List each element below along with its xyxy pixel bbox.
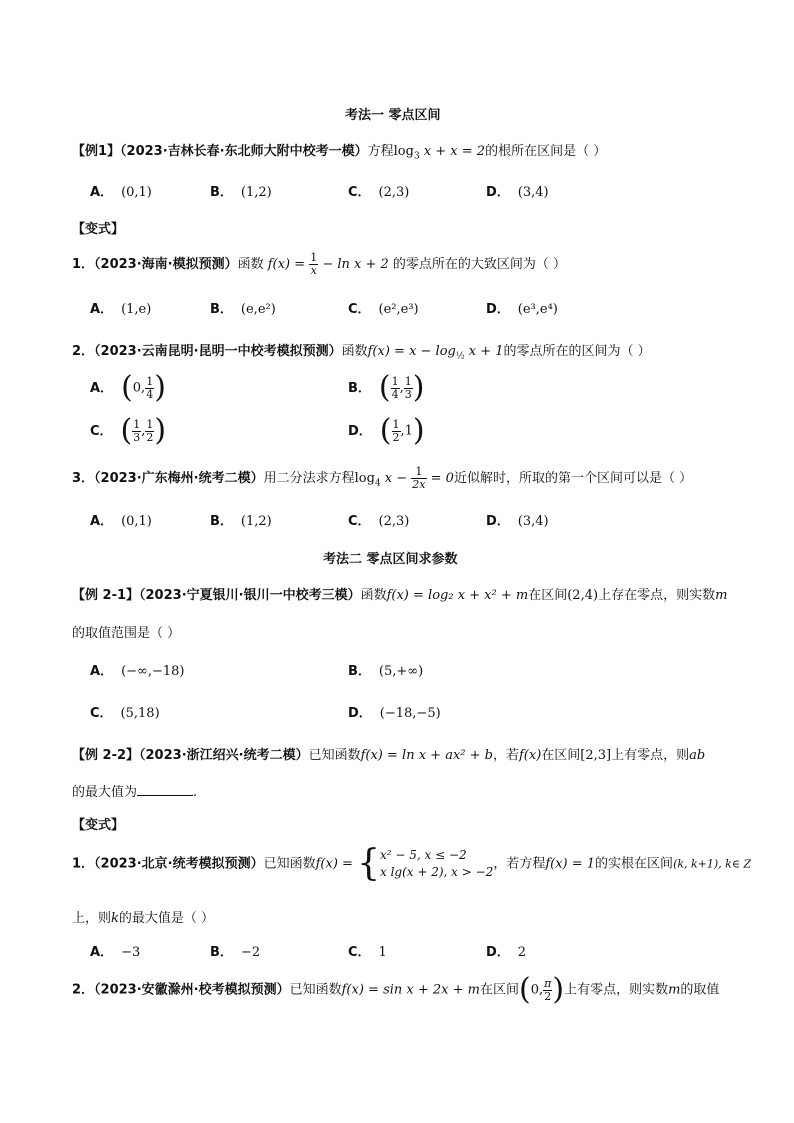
stem-text: 方程 [367,144,394,159]
stem-text: 的零点所在的大致区间为（ ） [388,257,567,272]
option-value: 2 [517,945,527,960]
option-value: (e²,e³) [378,302,419,317]
math-expression: f(x) = x − log [367,344,456,359]
stem-text: ，若 [492,748,519,763]
section-title-1: 考法一 零点区间 [345,108,441,123]
variant-heading: 【变式】 [72,818,125,833]
stem-text: 近似解时，所取的第一个区间可以是（ ） [453,471,693,486]
option-value: (e³,e⁴) [517,302,558,317]
option-label: D． [348,706,372,721]
option-label: B． [210,514,233,529]
stem-text: 的实根在区间 [595,856,674,872]
math-expression: f(x) = ln x + ax² + b [360,748,493,763]
question-source: （2023·宁夏银川·银川一中校考三模） [139,588,361,603]
option-label: C． [348,945,371,960]
option-label: D． [486,514,510,529]
math-expression: x + 1 [464,344,504,359]
option-value: (0,1) [121,185,152,200]
option-c[interactable] [348,510,409,529]
option-value: (1,2) [240,185,272,200]
option-d[interactable]: D． ( $\frac{1}{2}$ ,1) [348,413,425,448]
stem-text: 的取值 [680,982,720,998]
option-b[interactable]: B． ( $\frac{1}{4}$ , $\frac{1}{3}$ ) [348,370,425,405]
stem-text: 用二分法求方程 [263,471,355,486]
stem-text: 上有零点，则实数 [564,982,669,998]
example-tag: 【例1】 [72,144,121,159]
math-variable: m [668,982,681,998]
question-source: （2023·北京·统考模拟预测） [94,856,264,872]
stem-text: 已知函数 [263,856,316,872]
fraction: $\frac{1}{x}$ [310,251,318,277]
stem-text: 上有零点，则 [611,748,690,763]
math-interval: (2,4) [567,588,599,603]
option-label: B． [348,664,371,679]
option-value: (5,18) [120,706,160,721]
question-5-stem: 2．（2023·安徽滁州·校考模拟预测）已知函数f(x) = sin x + 2x + m在区间(0, $\frac{\pi}{2}$ )上有零点，则实数m的取值 [72,972,720,1007]
option-a[interactable] [90,510,152,529]
stem-text: 在区间 [541,748,581,763]
option-label: C． [348,302,371,317]
option-label: A． [90,380,114,396]
stem-text: 上存在零点，则实数 [598,588,716,603]
option-a[interactable] [90,181,152,200]
stem-text: 函数 [360,588,387,603]
option-value: −2 [240,945,261,960]
option-label: D． [486,302,510,317]
option-label: D． [348,423,372,439]
question-4-stem: 1．（2023·北京·统考模拟预测）已知函数f(x) = { x² − 5, x ≤ −2 x lg(x + 2), x > −2 ，若方程f(x) = 1的实根在区间(k, k+1), k∈ Z [72,843,752,884]
stem-text: 的零点所在的区间为（ ） [503,344,651,359]
question-1-stem [72,252,566,277]
math-interval: (k, k+1), k∈ Z [673,857,752,871]
stem-text: 已知函数 [308,748,361,763]
option-label: C． [348,185,371,200]
option-d[interactable] [486,510,549,529]
option-d[interactable] [486,181,549,200]
question-3-stem: 3．（2023·广东梅州·统考二模）用二分法求方程$\log_4 x$ − $\frac{1}{2x}$ = 0近似解时，所取的第一个区间可以是（ ） [72,465,693,491]
option-value: (3,4) [517,514,549,529]
stem-text: 函数 [237,257,268,272]
example-2-2-stem-line2: 的最大值为 . [72,785,198,800]
option-value: (1,2) [240,514,272,529]
question-4-stem-line2: 上，则k的最大值是（ ） [72,911,215,926]
option-value: (3,4) [517,185,549,200]
question-number: 3． [72,471,95,486]
math-expression: f(x) = sin x + 2x + m [341,982,480,998]
option-label: B． [210,185,233,200]
question-source: （2023·海南·模拟预测） [94,257,238,272]
option-value: (−∞,−18) [121,664,185,679]
option-value: (5,+∞) [378,664,424,679]
math-variable: ab [689,748,706,763]
question-number: 1． [72,257,95,272]
option-label: A． [90,185,114,200]
option-label: A． [90,302,114,317]
section-title-2: 考法二 零点区间求参数 [323,552,458,567]
math-expression: f(x) = 1 [545,856,596,872]
option-label: A． [90,945,114,960]
option-d[interactable] [486,298,558,317]
variant-heading: 【变式】 [72,222,125,237]
example-2-2-stem [72,744,705,763]
example-tag: 【例 2-1】 [72,588,140,603]
stem-text: 在区间 [528,588,568,603]
option-label: C． [90,706,113,721]
question-number: 2． [72,982,95,998]
math-log: log [393,144,414,159]
option-b[interactable] [210,510,272,529]
option-c[interactable] [348,181,409,200]
option-b[interactable] [210,181,272,200]
fraction: $\frac{1}{2x}$ [412,465,426,491]
stem-text: 已知函数 [289,982,342,998]
option-b[interactable] [210,298,276,317]
option-b[interactable] [210,941,260,960]
option-label: D． [486,185,510,200]
example-2-1-stem [72,584,727,603]
option-a[interactable]: A． (0, $\frac{1}{4}$ ) [90,370,166,405]
piecewise-cases: x² − 5, x ≤ −2 x lg(x + 2), x > −2 [379,848,494,879]
math-expression: f(x) = log₂ x + x² + m [386,588,529,603]
stem-text: 函数 [341,344,368,359]
stem-text: ，若方程 [493,856,546,872]
option-label: D． [486,945,510,960]
question-source: （2023·广东梅州·统考二模） [94,471,264,486]
option-value: (−18,−5) [379,706,441,721]
question-source: （2023·安徽滁州·校考模拟预测） [94,982,290,998]
stem-text: 的根所在区间是（ ） [485,144,607,159]
question-number: 2． [72,344,95,359]
option-a[interactable] [90,660,185,679]
option-b[interactable] [348,660,423,679]
math-expression: x + x = 2 [419,144,486,159]
fraction: $\frac{\pi}{2}$ [544,976,552,1003]
question-2-stem [72,340,651,362]
question-number: 1． [72,856,95,872]
option-c[interactable] [90,702,160,721]
option-value: (2,3) [378,185,410,200]
math-expression: f(x) [518,748,542,763]
option-value: (2,3) [378,514,410,529]
option-label: B． [210,945,233,960]
option-label: B． [348,380,371,396]
option-label: A． [90,664,114,679]
math-base: ½ [455,351,465,362]
stem-text: 在区间 [479,982,519,998]
option-a[interactable] [90,298,151,317]
option-a[interactable] [90,941,140,960]
math-variable: m [715,588,728,603]
math-interval: [2,3] [580,748,612,763]
option-c[interactable] [348,298,419,317]
option-d[interactable] [486,941,526,960]
question-source: （2023·云南昆明·昆明一中校考模拟预测） [94,344,342,359]
math-base: 3 [413,151,420,162]
option-value: (0,1) [121,514,152,529]
math-expression: f(x) = [267,257,310,272]
math-expression: − ln x + 2 [318,257,389,272]
option-value: −3 [121,945,141,960]
option-label: B． [210,302,233,317]
option-value: (1,e) [121,302,152,317]
option-label: C． [348,514,371,529]
option-c[interactable] [348,941,387,960]
math-expression: f(x) = [315,856,358,872]
answer-blank[interactable] [137,783,193,796]
question-source: （2023·吉林长春·东北师大附中校考一模） [120,144,368,159]
option-value: (e,e²) [240,302,276,317]
option-value: 1 [378,945,387,960]
option-label: C． [90,423,113,439]
question-source: （2023·浙江绍兴·统考二模） [139,748,309,763]
example-1-stem [72,140,606,162]
option-c[interactable]: C． ( $\frac{1}{3}$ , $\frac{1}{2}$ ) [90,413,167,448]
option-label: A． [90,514,114,529]
example-tag: 【例 2-2】 [72,748,140,763]
option-d[interactable] [348,702,441,721]
example-2-1-stem-line2: 的取值范围是（ ） [72,626,181,641]
